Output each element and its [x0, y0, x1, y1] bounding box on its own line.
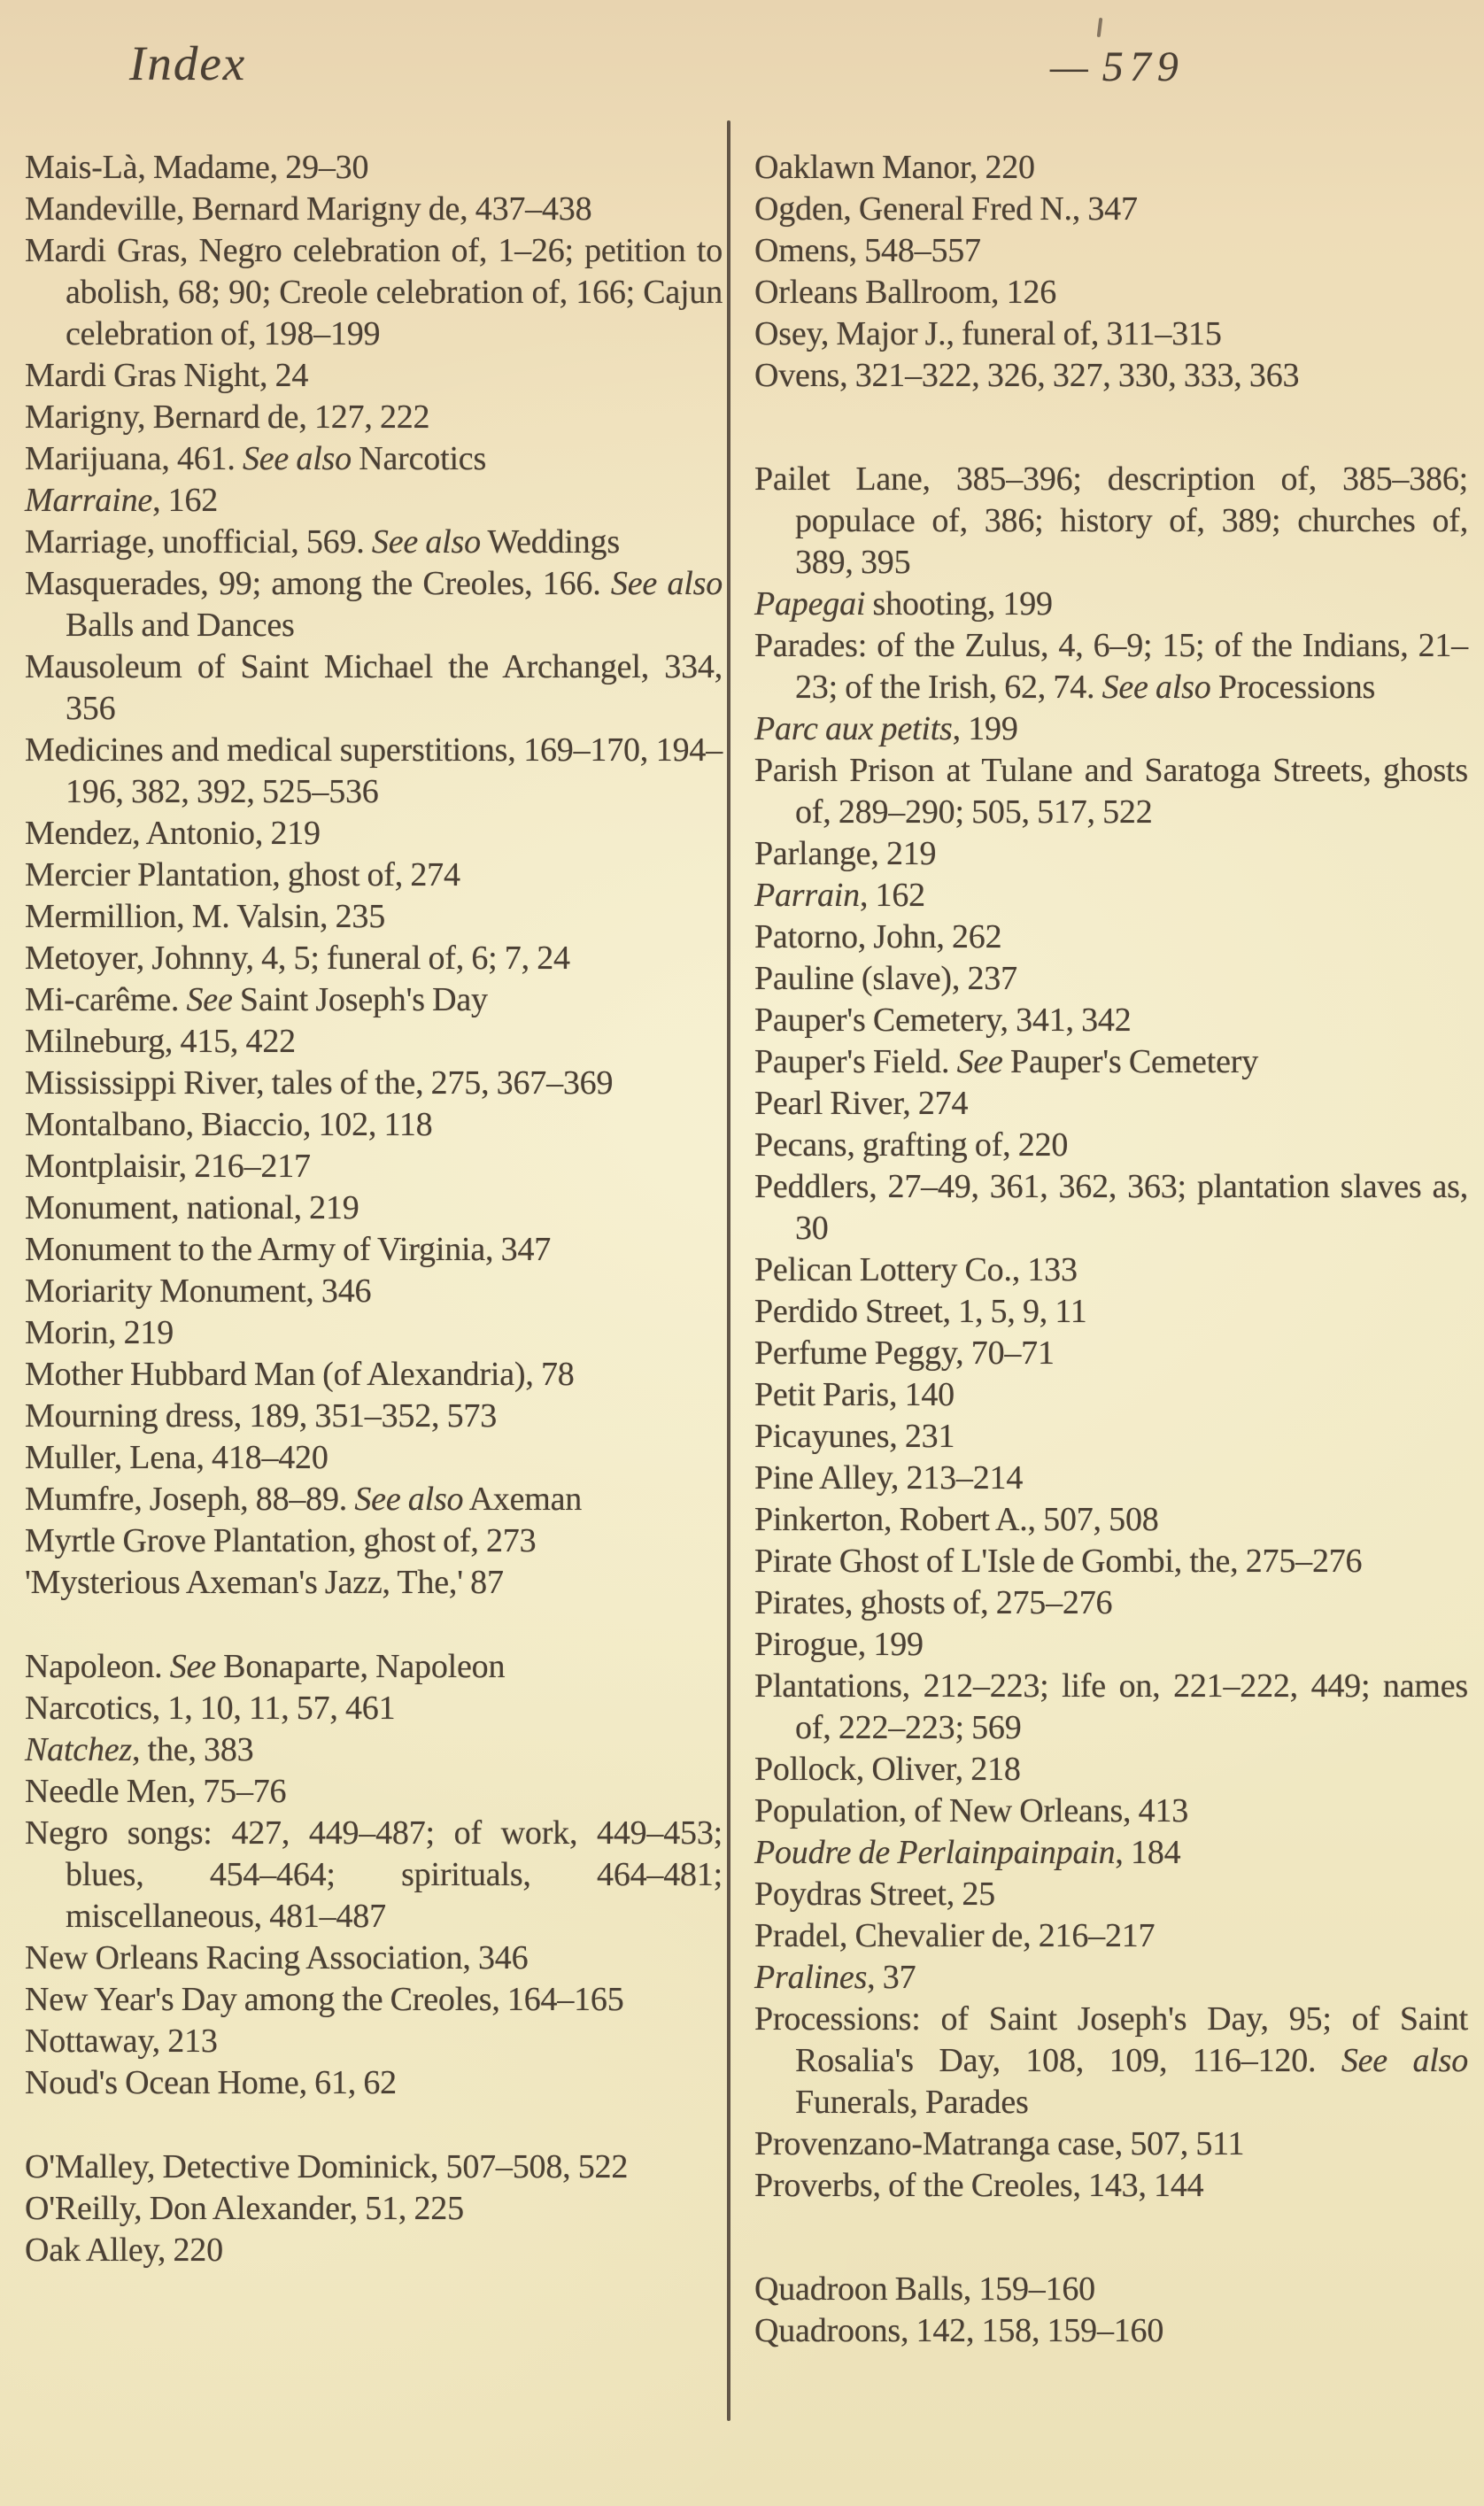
- index-entry: [754, 1666, 1468, 1749]
- index-entry: [25, 1938, 723, 1979]
- index-entry-text: , 162: [152, 482, 219, 519]
- index-entry-text: Mi-carême.: [25, 981, 187, 1018]
- index-entry-text: Mississippi River, tales of the, 275, 367–369: [25, 1064, 614, 1102]
- index-entry-text: Montalbano, Biaccio, 102, 118: [25, 1106, 433, 1143]
- index-entry: [754, 189, 1468, 230]
- index-entry-text: Marriage, unofficial, 569.: [25, 523, 372, 561]
- index-entry-text: Processions: [1210, 669, 1376, 706]
- index-entry-text: Population, of New Orleans, 413: [754, 1792, 1189, 1829]
- index-entry-text-italic: Pralines: [754, 1959, 868, 1996]
- index-entry-text-italic: See: [169, 1648, 216, 1685]
- index-entry-text: Pauper's Cemetery: [1002, 1043, 1258, 1080]
- index-entry: [25, 1479, 723, 1520]
- index-entry: [25, 2188, 723, 2230]
- index-entry-text: Mardi Gras, Negro celebration of, 1–26; petition to abolish, 68; 90; Creole celebration of, 166; Cajun celebration of, 198–199: [25, 232, 723, 352]
- index-entry-text-italic: Marraine: [25, 482, 153, 519]
- column-divider-rule: [727, 120, 730, 2421]
- index-entry: [754, 272, 1468, 313]
- index-entry-text: Oak Alley, 220: [25, 2231, 223, 2269]
- index-entry: [754, 230, 1468, 272]
- index-entry-text: Poydras Street, 25: [754, 1876, 995, 1913]
- index-entry-text: Peddlers, 27–49, 361, 362, 363; plantation slaves as, 30: [754, 1168, 1468, 1247]
- index-entry: [25, 355, 723, 397]
- index-entry: [25, 2230, 723, 2271]
- index-entry: [754, 1291, 1468, 1333]
- index-entry-text: Osey, Major J., funeral of, 311–315: [754, 315, 1222, 352]
- index-entry: [754, 1166, 1468, 1249]
- index-entry: [25, 1520, 723, 1562]
- index-entry-text: Quadroon Balls, 159–160: [754, 2270, 1095, 2308]
- index-entry-text: Pauline (slave), 237: [754, 960, 1017, 997]
- index-entry: [25, 1021, 723, 1063]
- index-entry: [754, 1416, 1468, 1458]
- index-entry-text: Mardi Gras Night, 24: [25, 357, 309, 394]
- index-entry-text-italic: See also: [610, 565, 723, 602]
- index-entry: [754, 2310, 1468, 2352]
- index-entry-text: Marigny, Bernard de, 127, 222: [25, 398, 430, 436]
- index-entry-text: Petit Paris, 140: [754, 1376, 955, 1413]
- index-entry: [25, 1646, 723, 1688]
- index-entry-text: Noud's Ocean Home, 61, 62: [25, 2064, 397, 2101]
- index-entry: [25, 438, 723, 480]
- index-entry: [754, 750, 1468, 833]
- index-entry-text-italic: See also: [1341, 2042, 1469, 2079]
- index-entry-text: Mourning dress, 189, 351–352, 573: [25, 1397, 497, 1435]
- index-entry: [25, 1312, 723, 1354]
- index-entry-text: Saint Joseph's Day: [232, 981, 488, 1018]
- index-entry-text: Pradel, Chevalier de, 216–217: [754, 1917, 1156, 1954]
- index-entry-text-italic: Parrain: [754, 877, 860, 914]
- index-entry-text: Pailet Lane, 385–396; description of, 385–386; populace of, 386; history of, 389; churches of, 389, 395: [754, 460, 1468, 581]
- index-entry: [754, 2269, 1468, 2310]
- index-entry: [25, 230, 723, 355]
- index-entry: [25, 1271, 723, 1312]
- index-entry-text: , 184: [1115, 1834, 1181, 1871]
- index-entry-text: O'Reilly, Don Alexander, 51, 225: [25, 2190, 464, 2227]
- index-entry: [25, 646, 723, 730]
- index-entry: [25, 896, 723, 938]
- index-entry: [754, 1499, 1468, 1541]
- index-entry-text-italic: Poudre de Perlainpainpain: [754, 1834, 1116, 1871]
- index-entry: [25, 855, 723, 896]
- index-entry-text: Muller, Lena, 418–420: [25, 1439, 328, 1476]
- index-column-left: [25, 147, 723, 2271]
- index-entry-text: Perfume Peggy, 70–71: [754, 1334, 1055, 1372]
- index-entry: [25, 189, 723, 230]
- index-entry-text: Pirogue, 199: [754, 1626, 924, 1663]
- index-entry: [754, 147, 1468, 189]
- index-entry-text: Parades: of the Zulus, 4, 6–9; 15; of the Indians, 21–23; of the Irish, 62, 74.: [754, 627, 1468, 706]
- index-entry-text-italic: See: [956, 1043, 1003, 1080]
- index-entry: [754, 917, 1468, 958]
- index-entry-text: Pollock, Oliver, 218: [754, 1751, 1021, 1788]
- index-entry-text: Perdido Street, 1, 5, 9, 11: [754, 1293, 1087, 1330]
- index-entry: [754, 2123, 1468, 2165]
- index-entry-text: Oaklawn Manor, 220: [754, 149, 1035, 186]
- index-entry-text: Medicines and medical superstitions, 169–170, 194–196, 382, 392, 525–536: [25, 731, 723, 810]
- index-entry-text: Metoyer, Johnny, 4, 5; funeral of, 6; 7, 24: [25, 940, 570, 977]
- index-entry-text: Nottaway, 213: [25, 2023, 218, 2060]
- index-entry: [754, 625, 1468, 708]
- index-entry-text: Monument, national, 219: [25, 1189, 359, 1226]
- index-entry-text: Pelican Lottery Co., 133: [754, 1251, 1078, 1288]
- index-entry-text: Ogden, General Fred N., 347: [754, 190, 1138, 228]
- index-entry-text: Myrtle Grove Plantation, ghost of, 273: [25, 1522, 537, 1559]
- index-entry-text: , 37: [867, 1959, 916, 1996]
- index-entry: [754, 833, 1468, 875]
- index-entry-text: New Year's Day among the Creoles, 164–165: [25, 1981, 624, 2018]
- index-entry-text: Processions: of Saint Joseph's Day, 95; of Saint Rosalia's Day, 108, 109, 116–120.: [754, 2000, 1468, 2079]
- index-entry-text-italic: Parc aux petits: [754, 710, 953, 747]
- index-entry: [25, 1396, 723, 1437]
- index-entry-text: Picayunes, 231: [754, 1418, 955, 1455]
- index-entry-text: , 199: [952, 710, 1018, 747]
- index-entry-text: Mendez, Antonio, 219: [25, 815, 321, 852]
- index-entry: [25, 1187, 723, 1229]
- index-entry: [754, 1874, 1468, 1915]
- index-entry-text: Patorno, John, 262: [754, 918, 1002, 955]
- index-entry: [25, 2021, 723, 2062]
- index-entry: [754, 1333, 1468, 1374]
- page-number-dash: —: [1050, 43, 1088, 90]
- index-entry: [754, 1083, 1468, 1125]
- index-entry: [25, 1354, 723, 1396]
- index-entry-text: Pine Alley, 213–214: [754, 1459, 1024, 1497]
- index-entry-text: Pearl River, 274: [754, 1085, 969, 1122]
- index-entry: [754, 459, 1468, 584]
- index-entry-text: Moriarity Monument, 346: [25, 1272, 372, 1310]
- index-entry-text: Balls and Dances: [66, 607, 295, 644]
- index-column-right: [754, 147, 1468, 2352]
- index-entry-text: Narcotics: [351, 440, 487, 477]
- page-number-value: 579: [1101, 43, 1185, 90]
- index-entry-text: Marijuana, 461.: [25, 440, 243, 477]
- index-entry-text: Needle Men, 75–76: [25, 1773, 287, 1810]
- index-entry-text: Masquerades, 99; among the Creoles, 166.: [25, 565, 611, 602]
- index-entry-text: Napoleon.: [25, 1648, 170, 1685]
- index-entry: [25, 1979, 723, 2021]
- index-entry-text: Quadroons, 142, 158, 159–160: [754, 2312, 1164, 2349]
- index-entry-text-italic: Papegai: [754, 585, 866, 623]
- index-entry-text: Mumfre, Joseph, 88–89.: [25, 1481, 355, 1518]
- index-entry: [25, 1104, 723, 1146]
- index-entry: [25, 480, 723, 522]
- index-entry: [25, 1229, 723, 1271]
- index-entry-text-italic: See: [186, 981, 233, 1018]
- index-entry-text-italic: Natchez: [25, 1731, 133, 1768]
- index-entry-text: 'Mysterious Axeman's Jazz, The,' 87: [25, 1564, 504, 1601]
- index-entry-text: Proverbs, of the Creoles, 143, 144: [754, 2167, 1204, 2204]
- index-entry: [754, 1957, 1468, 1999]
- index-entry-text: Pauper's Cemetery, 341, 342: [754, 1002, 1132, 1039]
- index-entry: [754, 1999, 1468, 2123]
- index-entry-text: Negro songs: 427, 449–487; of work, 449–453; blues, 454–464; spirituals, 464–481; miscellaneous, 481–487: [25, 1814, 723, 1935]
- stray-ink-mark: [1097, 18, 1103, 37]
- index-entry: [754, 2165, 1468, 2207]
- index-entry: [25, 1771, 723, 1813]
- index-entry-text: Funerals, Parades: [795, 2084, 1029, 2121]
- index-entry: [754, 1791, 1468, 1832]
- index-entry: [754, 313, 1468, 355]
- index-entry-text: , 162: [859, 877, 925, 914]
- page-title: Index: [129, 36, 247, 90]
- index-entry: [754, 1125, 1468, 1166]
- index-entry-text: Pecans, grafting of, 220: [754, 1126, 1069, 1164]
- index-entry: [25, 1729, 723, 1771]
- index-entry-text: Pirate Ghost of L'Isle de Gombi, the, 275–276: [754, 1543, 1363, 1580]
- index-entry: [25, 397, 723, 438]
- index-entry: [754, 1749, 1468, 1791]
- index-entry-text: Parish Prison at Tulane and Saratoga Streets, ghosts of, 289–290; 505, 517, 522: [754, 752, 1468, 831]
- index-entry: [754, 1582, 1468, 1624]
- index-entry: [754, 1041, 1468, 1083]
- index-entry: [25, 147, 723, 189]
- index-entry: [25, 938, 723, 979]
- index-entry-text: Mermillion, M. Valsin, 235: [25, 898, 385, 935]
- index-entry-text: Omens, 548–557: [754, 232, 981, 269]
- index-entry: [754, 1832, 1468, 1874]
- index-entry-text: shooting, 199: [865, 585, 1053, 623]
- index-entry: [25, 979, 723, 1021]
- index-entry-text: Pauper's Field.: [754, 1043, 957, 1080]
- index-entry-text: Montplaisir, 216–217: [25, 1148, 311, 1185]
- index-entry-text: Morin, 219: [25, 1314, 174, 1351]
- index-entry-text: Orleans Ballroom, 126: [754, 274, 1057, 311]
- index-entry-text: Milneburg, 415, 422: [25, 1023, 296, 1060]
- index-entry-text: , the, 383: [132, 1731, 254, 1768]
- index-entry: [754, 708, 1468, 750]
- page-number: [1050, 43, 1185, 91]
- index-entry-text: Bonaparte, Napoleon: [215, 1648, 506, 1685]
- index-entry-text: Narcotics, 1, 10, 11, 57, 461: [25, 1690, 396, 1727]
- index-entry: [754, 875, 1468, 917]
- index-entry: [25, 730, 723, 813]
- index-entry-text: Pinkerton, Robert A., 507, 508: [754, 1501, 1159, 1538]
- index-entry-text: Mother Hubbard Man (of Alexandria), 78: [25, 1356, 575, 1393]
- index-entry: [754, 1541, 1468, 1582]
- index-entry-text: Provenzano-Matranga case, 507, 511: [754, 2125, 1245, 2162]
- index-entry: [25, 2146, 723, 2188]
- index-entry: [25, 1688, 723, 1729]
- index-entry-text: Mais-Là, Madame, 29–30: [25, 149, 369, 186]
- index-entry: [25, 1562, 723, 1604]
- index-entry: [754, 355, 1468, 397]
- index-entry-text: Weddings: [480, 523, 620, 561]
- index-entry: [754, 1249, 1468, 1291]
- index-entry: [754, 1000, 1468, 1041]
- index-entry-text-italic: See also: [354, 1481, 464, 1518]
- index-entry: [25, 1437, 723, 1479]
- index-entry: [754, 1624, 1468, 1666]
- index-entry: [754, 584, 1468, 625]
- index-entry: [754, 958, 1468, 1000]
- index-entry-text-italic: See also: [371, 523, 481, 561]
- index-entry: [25, 1146, 723, 1187]
- index-entry: [754, 1374, 1468, 1416]
- index-entry-text: Parlange, 219: [754, 835, 937, 872]
- index-entry-text: Mausoleum of Saint Michael the Archangel, 334, 356: [25, 648, 723, 727]
- index-entry: [25, 2062, 723, 2104]
- index-entry-text: New Orleans Racing Association, 346: [25, 1939, 529, 1976]
- index-entry: [754, 1915, 1468, 1957]
- index-entry-text-italic: See also: [242, 440, 352, 477]
- index-entry: [25, 1063, 723, 1104]
- index-entry-text: Ovens, 321–322, 326, 327, 330, 333, 363: [754, 357, 1300, 394]
- index-entry-text: Mandeville, Bernard Marigny de, 437–438: [25, 190, 592, 228]
- index-entry: [25, 522, 723, 563]
- index-entry-text: Mercier Plantation, ghost of, 274: [25, 856, 460, 893]
- index-entry: [25, 813, 723, 855]
- index-entry-text: Monument to the Army of Virginia, 347: [25, 1231, 552, 1268]
- index-entry-text: Axeman: [463, 1481, 583, 1518]
- index-entry-text: Plantations, 212–223; life on, 221–222, 449; names of, 222–223; 569: [754, 1667, 1468, 1746]
- index-entry-text: O'Malley, Detective Dominick, 507–508, 522: [25, 2148, 629, 2185]
- index-entry-text: Pirates, ghosts of, 275–276: [754, 1584, 1113, 1621]
- index-entry-text-italic: See also: [1101, 669, 1211, 706]
- index-entry: [25, 1813, 723, 1938]
- index-entry: [754, 1458, 1468, 1499]
- index-entry: [25, 563, 723, 646]
